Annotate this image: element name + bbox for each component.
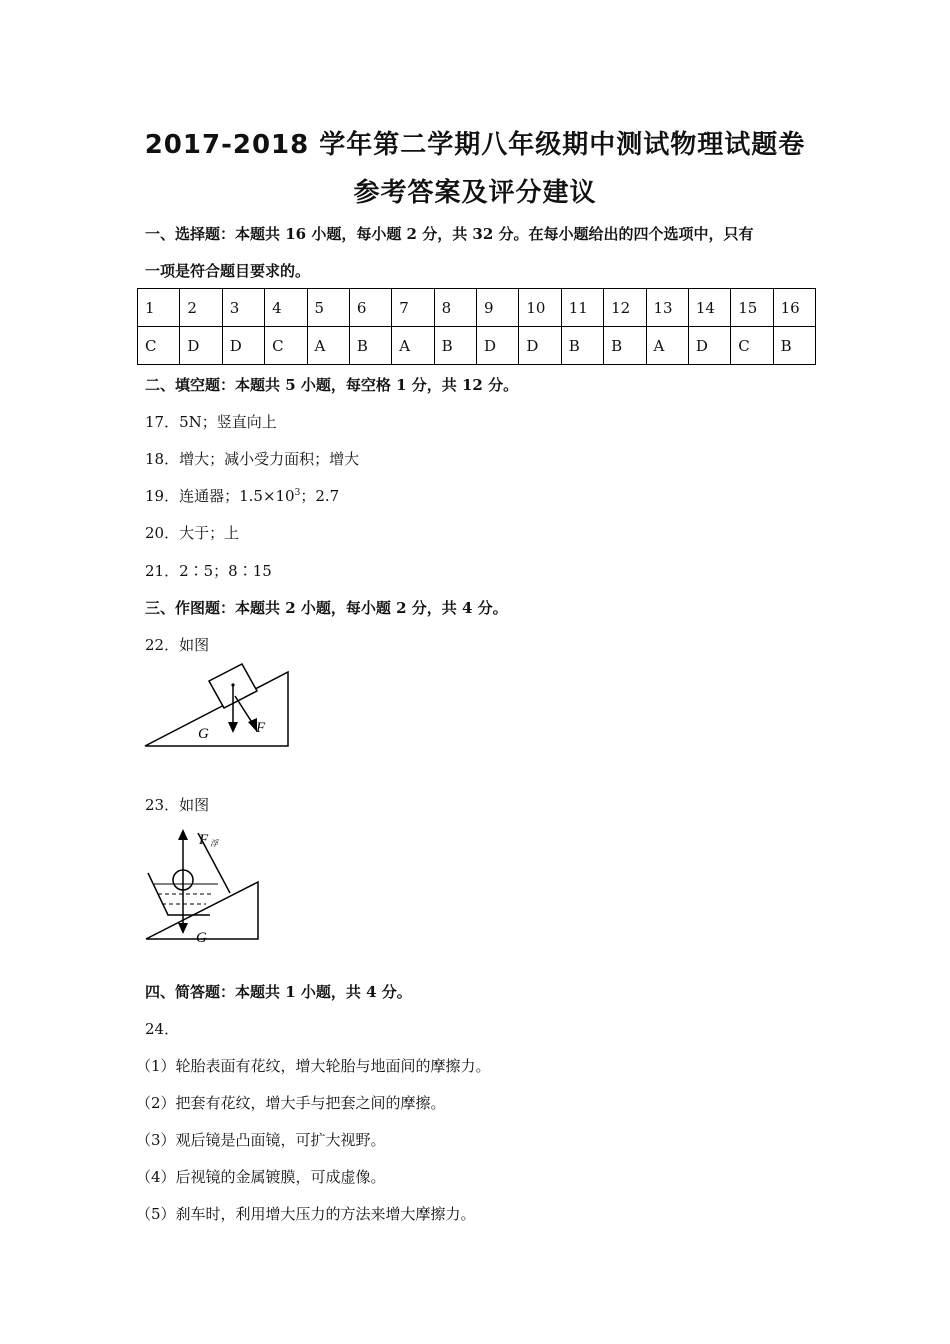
answer-24: 24． [145,1020,180,1038]
question-number: 6 [349,289,391,327]
page-subtitle: 参考答案及评分建议 [353,178,597,208]
buoyancy-arrowhead [178,829,188,840]
label-f: F [256,720,266,736]
label-g: G [198,726,209,742]
answer-24-point: （2）把套有花纹，增大手与把套之间的摩擦。 [136,1094,446,1112]
incline-block-figure [140,660,300,752]
question-number-row [138,289,816,327]
answer-19 [145,485,339,506]
answer-cell: C [731,327,773,365]
answer-cell: A [307,327,349,365]
answer-cell: D [180,327,222,365]
answer-19-text: 19．连通器；1.5×10 [145,487,295,505]
answer-row [138,327,816,365]
answer-cell: B [434,327,476,365]
question-number: 5 [307,289,349,327]
question-number: 16 [773,289,815,327]
answer-cell: B [773,327,815,365]
answer-cell: A [392,327,434,365]
answer-cell: D [688,327,730,365]
section2-heading: 二、填空题：本题共 5 小题，每空格 1 分，共 12 分。 [145,376,519,394]
answer-17: 17．5N；竖直向上 [145,413,277,431]
page-title: 2017-2018 学年第二学期八年级期中测试物理试题卷 [144,130,806,160]
section1-heading-cont: 一项是符合题目要求的。 [145,262,311,280]
section3-heading: 三、作图题：本题共 2 小题，每小题 2 分，共 4 分。 [145,599,508,617]
question-number: 15 [731,289,773,327]
answer-20: 20．大于；上 [145,524,240,542]
label-g: G [196,930,207,946]
answer-18: 18．增大；减小受力面积；增大 [145,450,360,468]
question-number: 12 [604,289,646,327]
answer-cell: C [265,327,307,365]
answer-24-point: （4）后视镜的金属镀膜，可成虚像。 [136,1168,386,1186]
answer-21: 21．2∶5；8∶15 [145,562,272,580]
section4-heading: 四、简答题：本题共 1 小题，共 4 分。 [145,983,412,1001]
question-number: 4 [265,289,307,327]
floating-ball-figure [140,825,265,947]
answer-24-point: （1）轮胎表面有花纹，增大轮胎与地面间的摩擦力。 [136,1057,491,1075]
gravity-arrowhead [228,722,238,733]
answer-19-text-end: ；2.7 [300,487,340,505]
answer-cell: D [222,327,264,365]
section1-heading: 一、选择题：本题共 16 小题，每小题 2 分，共 32 分。在每小题给出的四个选项中，只有 [145,225,754,243]
answer-cell: D [519,327,561,365]
answer-cell: C [138,327,180,365]
answer-cell: B [561,327,603,365]
answer-cell: B [349,327,391,365]
question-number: 7 [392,289,434,327]
question-number: 3 [222,289,264,327]
answer-cell: A [646,327,688,365]
label-f-subscript: 浮 [210,839,218,848]
question-number: 2 [180,289,222,327]
answer-cell: B [604,327,646,365]
answer-22: 22．如图 [145,636,210,654]
answer-23: 23．如图 [145,796,210,814]
question-number: 13 [646,289,688,327]
answer-table [137,288,816,365]
question-number: 9 [477,289,519,327]
label-f: F [199,832,209,848]
question-number: 8 [434,289,476,327]
answer-24-point: （3）观后镜是凸面镜，可扩大视野。 [136,1131,386,1149]
question-number: 10 [519,289,561,327]
answer-cell: D [477,327,519,365]
question-number: 14 [688,289,730,327]
force-arrow [235,696,253,724]
gravity-arrowhead [178,923,188,934]
answer-19-exponent: 3 [294,488,301,498]
question-number: 1 [138,289,180,327]
answer-24-point: （5）刹车时，利用增大压力的方法来增大摩擦力。 [136,1205,476,1223]
question-number: 11 [561,289,603,327]
